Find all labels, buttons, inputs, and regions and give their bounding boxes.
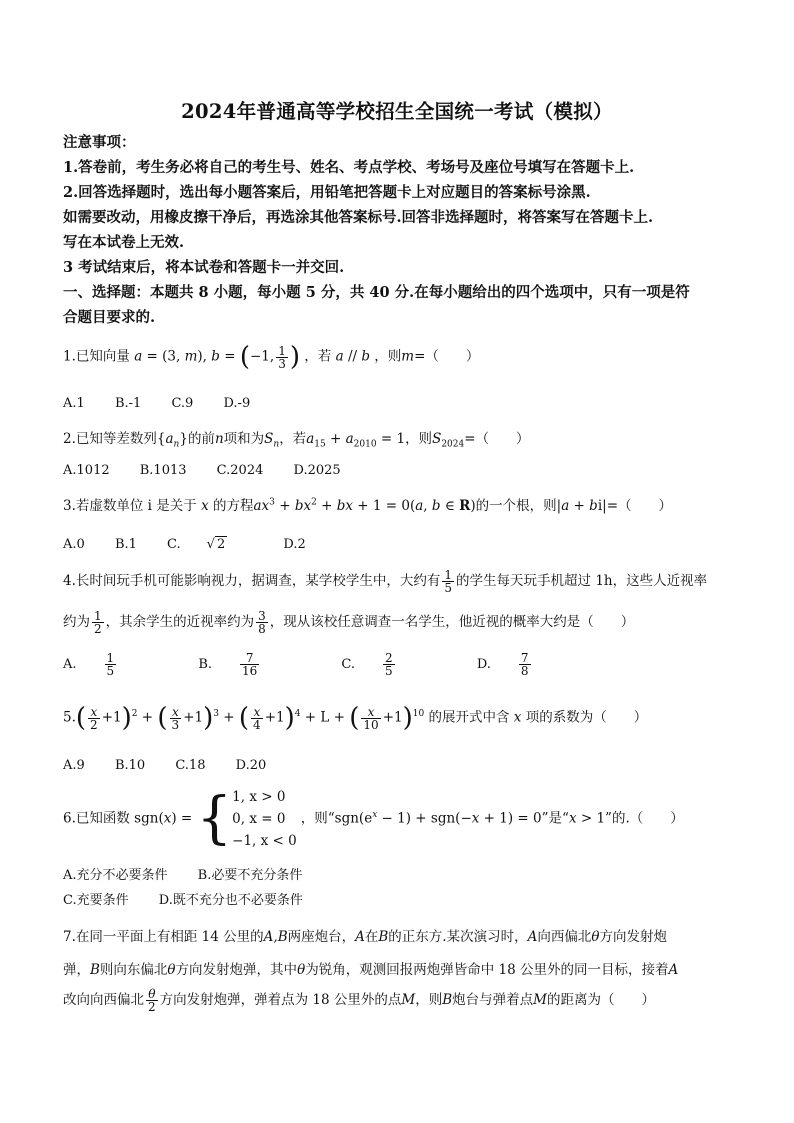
option-a: A.充分不必要条件 [63,868,168,883]
question-7-line-1: 7.在同一平面上有相距 14 公里的A,B两座炮台，A在B的正东方.某次演习时，A向西偏北θ方向发射炮 [63,929,667,945]
option-a: A. $\frac{1}{5}$ [63,651,115,678]
question-4-options [63,652,609,677]
option-c: C. $\frac{2}{5}$ [341,651,393,678]
option-b: B.-1 [114,396,142,411]
question-7-line-2: 弹，B则向东偏北θ方向发射炮弹，其中θ为锐角，观测回报两炮弹皆命中 18 公里外的同一目标，接着A [63,962,679,978]
notice-item-2-cont: 如需要改动，用橡皮擦干净后，再选涂其他答案标号.回答非选择题时，将答案写在答题卡上. [63,209,654,226]
option-c: C.2024 [216,463,264,478]
option-d: D.-9 [223,396,251,411]
option-b: B.必要不充分条件 [197,868,303,883]
question-6: 6.已知函数 sgn(x) = { 1, x > 0 0, x = 0 −1, x < 0 ，则“$sgn(e^x - 1) + sgn(-x + 1) = 0$”是“x > 1”的.（ ） [63,786,684,851]
question-1-options [63,396,276,411]
option-a: A.1012 [63,463,110,478]
notice-heading: 注意事项： [63,134,136,151]
question-7-line-3: 改向向西偏北 $\frac{\theta}{2}$ 方向发射炮弹，弹着点为 18 公里外的点M，则B炮台与弹着点M的距离为（ ） [63,987,655,1014]
option-d: D.20 [235,758,267,773]
question-5-options [63,758,292,773]
option-a: A.1 [63,396,85,411]
question-1: 1.已知向量 a = (3, m), b = (−1, $\frac{1}{3}$ ) ，若 a // b ，则m=（ ） [63,342,480,372]
notice-item-2: 2.回答选择题时，选出每小题答案后，用铅笔把答题卡上对应题目的答案标号涂黑. [63,184,591,201]
option-c: C.18 [175,758,206,773]
option-c: C.充要条件 [63,893,129,908]
section-heading: 一、选择题：本题共 8 小题，每小题 5 分，共 40 分.在每小题给出的四个选项中，只有一项是符 [63,284,690,301]
option-b: B. $\frac{7}{16}$ [198,651,258,678]
option-b: B.1013 [139,463,187,478]
option-b: B.10 [114,758,146,773]
question-4-line-1: 4.长时间玩手机可能影响视力，据调查，某学校学生中，大约有 $\frac{1}{5}$ 的学生每天玩手机超过 1h，这些人近视率 [63,568,708,595]
option-c: C. √ 2 [167,537,226,552]
notice-item-3: 3 考试结束后，将本试卷和答题卡一并交回. [63,259,345,276]
question-4-line-2: 约为 $\frac{1}{2}$ ，其余学生的近视率约为 $\frac{3}{8}$ ，现从该校任意调查一名学生，他近视的概率大约是（ ） [63,609,635,636]
notice-item-1: 1.答卷前，考生务必将自己的考生号、姓名、考点学校、考场号及座位号填写在答题卡上. [63,159,635,176]
option-d: D.2025 [293,463,341,478]
page-title: 2024年普通高等学校招生全国统一考试（模拟） [181,100,613,123]
option-d: D. $\frac{7}{8}$ [476,651,529,678]
section-heading-cont: 合题目要求的. [63,309,156,326]
question-5: 5.( $\frac{x}{2}$ +1)$^2$ + ( $\frac{x}{3}$ +1)$^3$ + ( $\frac{x}{4}$ +1)$^4$ + L + ( $\frac{x}{10}$ +1)$^{10}$ 的展开式中含 x 项的系数为（ ） [63,703,648,733]
question-2-options [63,463,367,478]
option-d: D.既不充分也不必要条件 [158,893,303,908]
question-6-options-2 [63,889,329,908]
question-3-options [63,537,332,552]
notice-item-2-end: 写在本试卷上无效. [63,234,185,251]
option-a: A.9 [63,758,85,773]
question-3: 3.若虚数单位 i 是关于 x 的方程$ax^3 + bx^2$ + bx + 1 = 0(a, b ∈ R)的一个根，则|a + bi|=（ ） [63,497,672,514]
option-a: A.0 [63,537,85,552]
question-2: 2.已知等差数列$\{a_n\}$的前n项和为$S_n$，若$a_{15} + a_{2010} = 1$，则$S_{2024}=$（ ） [63,431,530,450]
option-d: D.2 [283,537,306,552]
option-b: B.1 [114,537,137,552]
option-c: C.9 [171,396,194,411]
question-6-options-1 [63,864,328,883]
